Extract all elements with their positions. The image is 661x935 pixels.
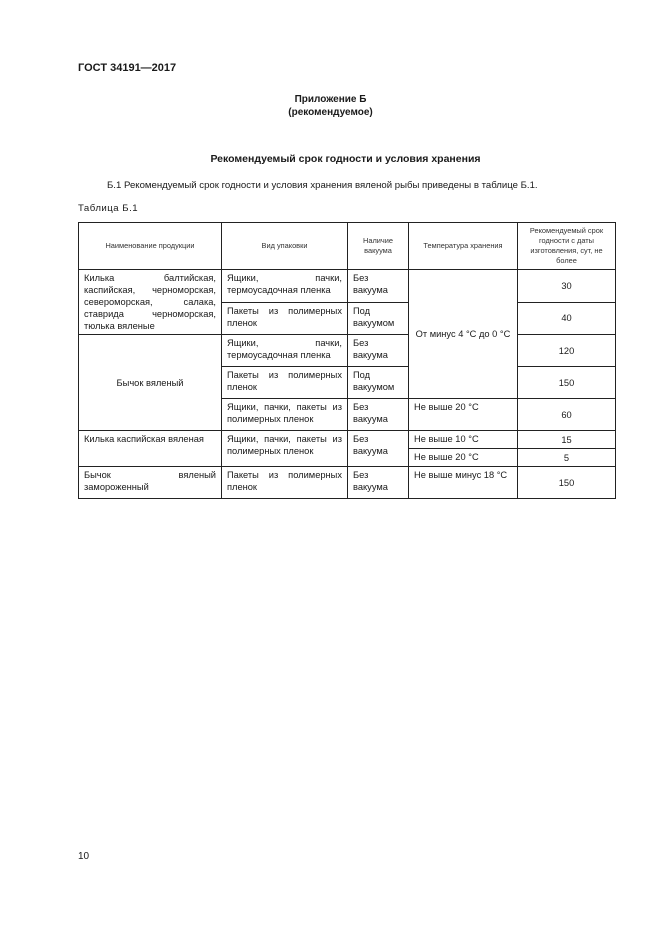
shelf-life-cell: 120 (518, 335, 616, 367)
packaging-cell: Пакеты из полимерных пленок (222, 367, 348, 399)
vacuum-cell: Без вакуума (348, 431, 409, 467)
packaging-cell: Ящики, пачки, термоусадочная пленка (222, 335, 348, 367)
annex-header (0, 93, 661, 119)
table-caption: Таблица Б.1 (78, 203, 139, 214)
temperature-cell: Не выше 10 °С (409, 431, 518, 449)
table-row (79, 270, 616, 303)
table-row (79, 335, 616, 367)
packaging-cell: Ящики, пачки, пакеты из полимерных пленок (222, 431, 348, 467)
header-packaging: Вид упаковки (222, 223, 348, 270)
packaging-cell: Пакеты из полимерных пленок (222, 302, 348, 335)
vacuum-cell: Без вакуума (348, 335, 409, 367)
vacuum-cell: Под вакуумом (348, 367, 409, 399)
section-heading: Рекомендуемый срок годности и условия хранения (210, 153, 481, 165)
header-product: Наименование продукции (79, 223, 222, 270)
header-temperature: Температура хранения (409, 223, 518, 270)
temperature-cell: Не выше 20 °С (409, 449, 518, 467)
intro-paragraph: Б.1 Рекомендуемый срок годности и условия хранения вяленой рыбы приведены в таблице Б.1. (107, 180, 538, 191)
shelf-life-cell: 150 (518, 367, 616, 399)
table-header-row (79, 223, 616, 270)
shelf-life-cell: 60 (518, 399, 616, 431)
shelf-life-cell: 5 (518, 449, 616, 467)
product-cell: Килька балтийская, каспийская, черноморская, североморская, салака, ставрида черноморская, тюлька вяленые (79, 270, 222, 335)
table-row (79, 467, 616, 499)
annex-title: Приложение Б (294, 94, 367, 105)
product-cell: Килька каспийская вяленая (79, 431, 222, 467)
temperature-cell: От минус 4 °С до 0 °С (409, 270, 518, 399)
standard-number: ГОСТ 34191—2017 (78, 62, 177, 74)
product-cell: Бычок вяленый замороженный (79, 467, 222, 499)
shelf-life-table (78, 222, 616, 499)
packaging-cell: Ящики, пачки, пакеты из полимерных пленок (222, 399, 348, 431)
packaging-cell: Пакеты из полимерных пленок (222, 467, 348, 499)
shelf-life-cell: 30 (518, 270, 616, 303)
page-number: 10 (78, 851, 90, 862)
vacuum-cell: Без вакуума (348, 399, 409, 431)
header-vacuum: Наличие вакуума (348, 223, 409, 270)
shelf-life-cell: 150 (518, 467, 616, 499)
vacuum-cell: Без вакуума (348, 467, 409, 499)
table-row (79, 431, 616, 449)
shelf-life-cell: 40 (518, 302, 616, 335)
packaging-cell: Ящики, пачки, термоусадочная пленка (222, 270, 348, 303)
product-cell: Бычок вяленый (79, 335, 222, 431)
vacuum-cell: Под вакуумом (348, 302, 409, 335)
temperature-cell: Не выше 20 °С (409, 399, 518, 431)
temperature-cell: Не выше минус 18 °С (409, 467, 518, 499)
header-shelf-life: Рекомендуемый срок годности с даты изготовления, сут, не более (518, 223, 616, 270)
shelf-life-cell: 15 (518, 431, 616, 449)
vacuum-cell: Без вакуума (348, 270, 409, 303)
annex-status: (рекомендуемое) (288, 107, 373, 118)
